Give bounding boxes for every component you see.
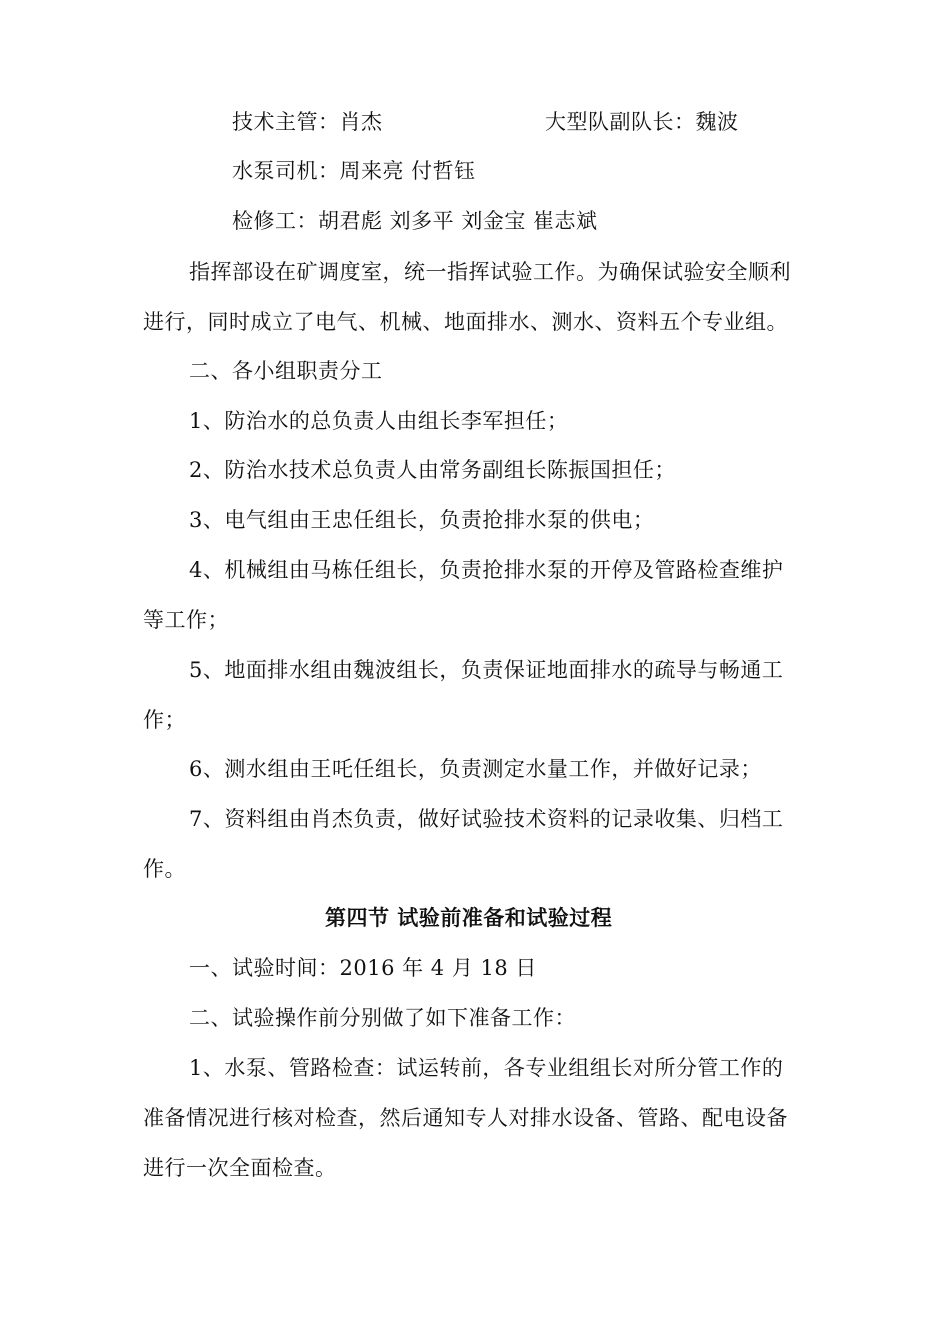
duty-item-4-line-2: 等工作； (143, 608, 229, 632)
command-paragraph-line-1: 指挥部设在矿调度室，统一指挥试验工作。为确保试验安全顺利 (189, 260, 791, 284)
duty-item-7-line-1: 7、资料组由肖杰负责，做好试验技术资料的记录收集、归档工 (189, 807, 784, 831)
preparation-heading: 二、试验操作前分别做了如下准备工作： (189, 1006, 576, 1030)
test-time-line: 一、试验时间：2016 年 4 月 18 日 (189, 956, 537, 980)
duty-item-7-line-2: 作。 (143, 857, 186, 881)
prep-item-1-line-3: 进行一次全面检查。 (143, 1156, 337, 1180)
duty-item-5-line-1: 5、地面排水组由魏波组长，负责保证地面排水的疏导与畅通工 (189, 658, 784, 682)
section-title: 第四节 试验前准备和试验过程 (325, 905, 613, 930)
command-paragraph-line-2: 进行，同时成立了电气、机械、地面排水、测水、资料五个专业组。 (143, 310, 788, 334)
pump-drivers-line: 水泵司机：周来亮 付哲钰 (232, 159, 476, 183)
deputy-captain-line: 大型队副队长：魏波 (545, 110, 739, 134)
repair-workers-line: 检修工：胡君彪 刘多平 刘金宝 崔志斌 (232, 209, 598, 233)
duties-heading: 二、各小组职责分工 (189, 359, 383, 383)
tech-supervisor-line: 技术主管：肖杰 (232, 110, 383, 134)
prep-item-1-line-1: 1、水泵、管路检查：试运转前，各专业组组长对所分管工作的 (189, 1056, 784, 1080)
duty-item-2: 2、防治水技术总负责人由常务副组长陈振国担任； (189, 458, 676, 482)
duty-item-1: 1、防治水的总负责人由组长李军担任； (189, 409, 569, 433)
duty-item-5-line-2: 作； (143, 708, 186, 732)
duty-item-3: 3、电气组由王忠任组长，负责抢排水泵的供电； (189, 508, 655, 532)
duty-item-6: 6、测水组由王吒任组长，负责测定水量工作，并做好记录； (189, 757, 762, 781)
duty-item-4-line-1: 4、机械组由马栋任组长，负责抢排水泵的开停及管路检查维护 (189, 558, 784, 582)
prep-item-1-line-2: 准备情况进行核对检查，然后通知专人对排水设备、管路、配电设备 (143, 1106, 788, 1130)
